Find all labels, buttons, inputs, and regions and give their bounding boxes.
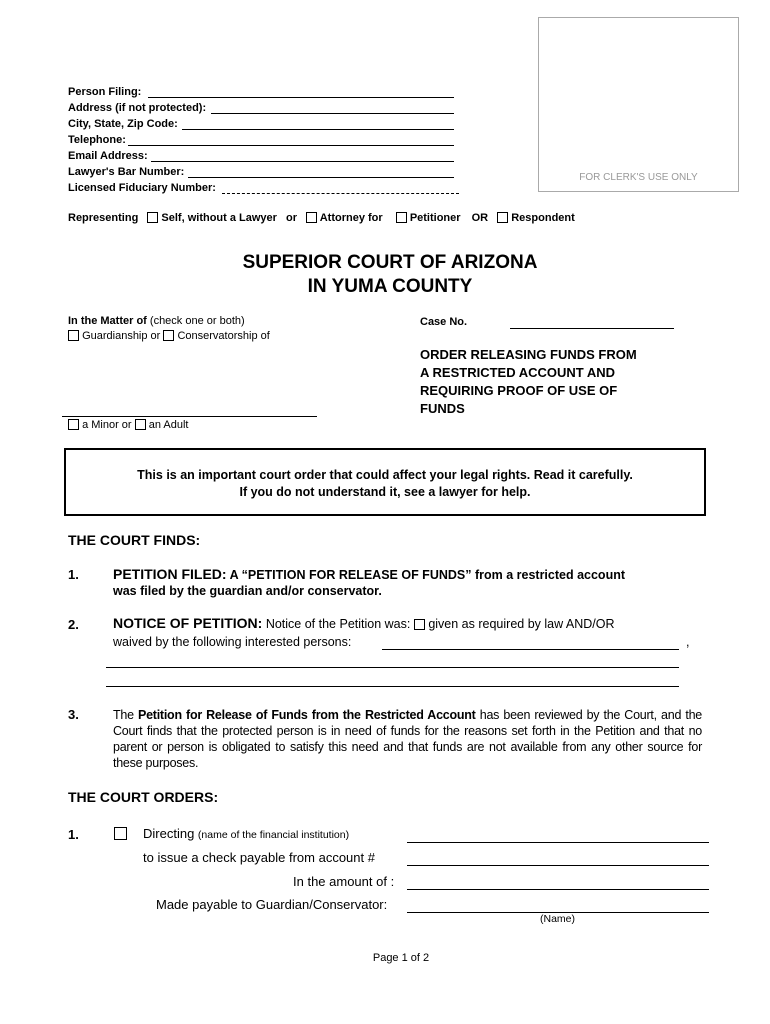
- attorney-label: Attorney for: [319, 212, 383, 224]
- warning-line1: This is an important court order that could affect your legal rights. Read it carefully.: [137, 468, 633, 482]
- self-label: Self, without a Lawyer: [161, 212, 277, 224]
- case-number-label: Case No.: [420, 316, 468, 328]
- matter-label: In the Matter of: [68, 315, 147, 327]
- matter-hint: (check one or both): [149, 315, 245, 327]
- finding-2: [113, 615, 713, 632]
- order-1-number: 1.: [68, 827, 79, 842]
- account-number-field[interactable]: [407, 865, 709, 866]
- interested-persons-field-2[interactable]: [106, 667, 679, 668]
- warning-box: [64, 448, 706, 516]
- finding-2-comma: ,: [686, 635, 690, 649]
- respondent-label: Respondent: [511, 212, 575, 224]
- guardianship-label: Guardianship or: [82, 330, 161, 342]
- directing-checkbox[interactable]: [114, 827, 127, 840]
- email-label: Email Address:: [68, 150, 148, 162]
- finding-2-lead: NOTICE OF PETITION:: [113, 615, 263, 631]
- amount-label: In the amount of :: [293, 874, 395, 889]
- representing-row: [68, 212, 575, 224]
- orders-heading: THE COURT ORDERS:: [68, 789, 219, 805]
- order-title-line: REQUIRING PROOF OF USE OF: [420, 383, 618, 398]
- finding-2-text: Notice of the Petition was:: [265, 617, 411, 631]
- finding-2-text2: waived by the following interested persons:: [113, 635, 352, 649]
- conservatorship-label: Conservatorship of: [177, 330, 270, 342]
- warning-line2: If you do not understand it, see a lawyer for help.: [239, 485, 531, 499]
- page-number: Page 1 of 2: [372, 952, 430, 964]
- finding-3-number: 3.: [68, 707, 79, 722]
- protected-person-name-field[interactable]: [62, 416, 317, 417]
- or-label-2: OR: [471, 212, 489, 224]
- age-type-row: [68, 419, 188, 431]
- notice-given-checkbox[interactable]: [414, 619, 425, 630]
- finding-1-number: 1.: [68, 567, 79, 582]
- address-field[interactable]: [211, 113, 454, 114]
- issue-label: to issue a check payable from account #: [143, 850, 375, 865]
- bar-number-label: Lawyer's Bar Number:: [68, 166, 185, 178]
- finding-3: [113, 707, 702, 771]
- guardianship-checkbox[interactable]: [68, 330, 79, 341]
- order-title-line: A RESTRICTED ACCOUNT AND: [420, 365, 615, 380]
- adult-label: an Adult: [148, 419, 189, 431]
- city-field[interactable]: [182, 129, 454, 130]
- interested-persons-field-3[interactable]: [106, 686, 679, 687]
- minor-label: a Minor or: [82, 419, 132, 431]
- bar-number-field[interactable]: [188, 177, 454, 178]
- order-title: [420, 346, 637, 418]
- petitioner-checkbox[interactable]: [396, 212, 407, 223]
- petitioner-label: Petitioner: [409, 212, 461, 224]
- conservatorship-checkbox[interactable]: [163, 330, 174, 341]
- directing-row: [143, 826, 349, 843]
- person-filing-label: Person Filing:: [68, 86, 142, 98]
- respondent-checkbox[interactable]: [497, 212, 508, 223]
- case-number-field[interactable]: [510, 328, 674, 329]
- finding-2-given: given as required by law AND/OR: [428, 617, 615, 631]
- clerk-use-box: [538, 17, 739, 192]
- finding-3-pre: The: [113, 708, 134, 722]
- fiduciary-label: Licensed Fiduciary Number:: [68, 182, 216, 194]
- city-label: City, State, Zip Code:: [68, 118, 178, 130]
- institution-field[interactable]: [407, 842, 709, 843]
- finding-1-lead: PETITION FILED:: [113, 566, 227, 582]
- finding-1-text: A “PETITION FOR RELEASE OF FUNDS” from a restricted account: [229, 568, 626, 582]
- minor-checkbox[interactable]: [68, 419, 79, 430]
- interested-persons-field-1[interactable]: [382, 649, 679, 650]
- finding-2-number: 2.: [68, 617, 79, 632]
- telephone-label: Telephone:: [68, 134, 126, 146]
- order-title-line: FUNDS: [420, 401, 465, 416]
- directing-hint: (name of the financial institution): [197, 829, 350, 841]
- self-checkbox[interactable]: [147, 212, 158, 223]
- amount-field[interactable]: [407, 889, 709, 890]
- matter-type-row: [68, 330, 270, 342]
- findings-heading: THE COURT FINDS:: [68, 532, 201, 548]
- court-title-line2: IN YUMA COUNTY: [307, 276, 473, 297]
- finding-3-bold: Petition for Release of Funds from the Restricted Account: [138, 708, 476, 722]
- directing-label: Directing: [143, 826, 195, 841]
- representing-label: Representing: [68, 212, 139, 224]
- matter-heading: [68, 315, 245, 327]
- fiduciary-field[interactable]: [222, 193, 459, 194]
- adult-checkbox[interactable]: [135, 419, 146, 430]
- email-field[interactable]: [151, 161, 454, 162]
- person-filing-field[interactable]: [148, 97, 454, 98]
- or-label: or: [286, 212, 298, 224]
- telephone-field[interactable]: [128, 145, 454, 146]
- clerk-use-label: FOR CLERK'S USE ONLY: [579, 172, 698, 183]
- name-hint: (Name): [540, 913, 576, 925]
- finding-1-text2: was filed by the guardian and/or conservator.: [113, 584, 382, 598]
- payable-label: Made payable to Guardian/Conservator:: [156, 897, 388, 912]
- address-label: Address (if not protected):: [68, 102, 207, 114]
- attorney-checkbox[interactable]: [306, 212, 317, 223]
- finding-3-rest: has been reviewed by the Court, and the Court finds that the protected person is in need of funds for the reasons set forth in the Petition and that no parent or person is obligated to satisfy this need and that funds are not available from any other source for these purposes.: [113, 708, 702, 770]
- court-title-line1: SUPERIOR COURT OF ARIZONA: [242, 252, 538, 273]
- finding-1: [113, 566, 713, 599]
- order-title-line: ORDER RELEASING FUNDS FROM: [420, 347, 637, 362]
